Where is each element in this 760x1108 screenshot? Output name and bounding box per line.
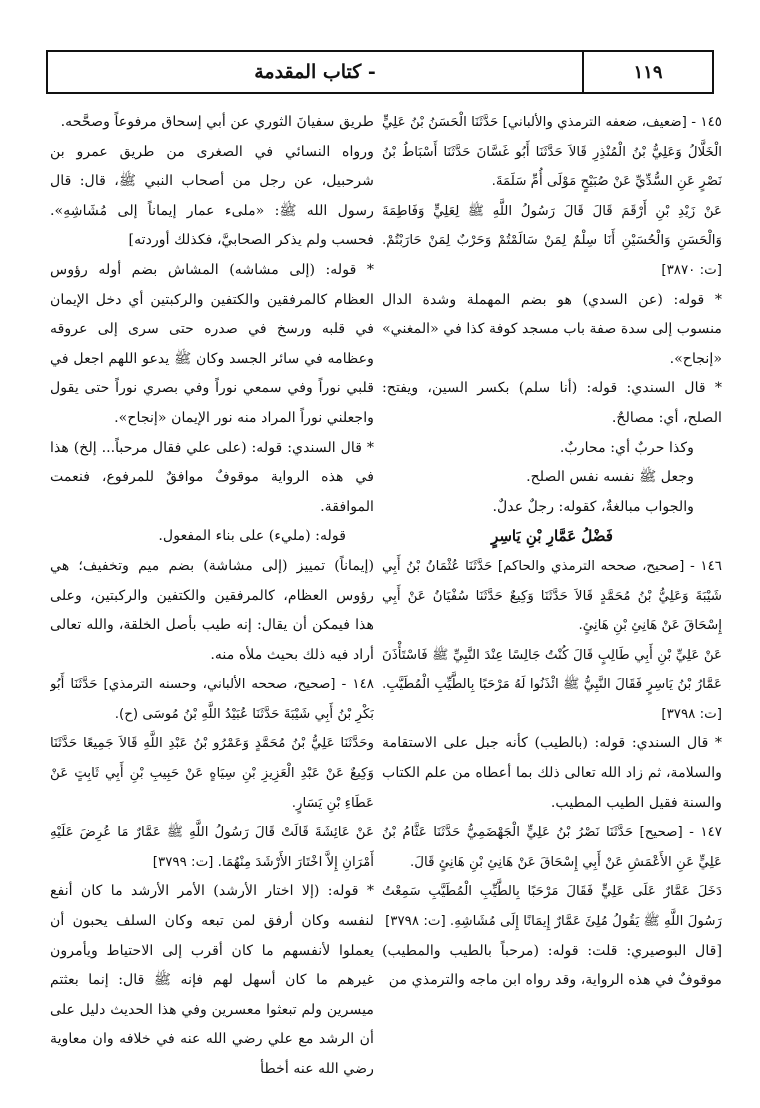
commentary-paragraph: قوله: (مليء) على بناء المفعول.: [158, 528, 346, 545]
commentary-paragraph: طريق سفيانَ الثوري عن أبي إسحاق مرفوعاً وصحَّحه.: [60, 114, 374, 130]
hadith-paragraph: ١٤٨ - [صحيح، صححه الألباني، وحسنه الترمذي] حَدَّثَنَا أَبُو بَكْرِ بْنُ أَبِي شَيْبَةَ حَدَّثَنَا عُبَيْدُ اللَّهِ بْنُ مُوسَى (ح).: [50, 677, 374, 722]
hadith-paragraph: عَنْ عَائِشَةَ قَالَتْ قَالَ رَسُولُ اللَّهِ ﷺ عَمَّارٌ مَا عُرِضَ عَلَيْهِ أَمْرَانِ إِلاَّ اخْتَارَ الأَرْشَدَ مِنْهُمَا. [ت: ٣٧٩٩]: [50, 825, 374, 870]
commentary-paragraph: ورواه النسائي في الصغرى من طريق عمرو بن شرحبيل، عن رجل من أصحاب النبي ﷺ، قال: قال رسول الله ﷺ: «ملىء عمار إيماناً إلى مُشَاشِهِ». فحسب ولم يذكر الصحابيَّ، فكذلك أوردته]: [50, 143, 374, 249]
commentary-paragraph: وجعل ﷺ نفسه نفس الصلح.: [526, 469, 694, 486]
commentary-paragraph: * قال السندي: قوله: (على علي فقال مرحباً... إلخ) هذا في هذه الرواية موقوفٌ موافقٌ للمرفوع، فنعمت الموافقة.: [50, 439, 374, 515]
hadith-paragraph: ١٤٦ - [صحيح، صححه الترمذي والحاكم] حَدَّثَنَا عُثْمَانُ بْنُ أَبِي شَيْبَةَ وَعَلِيُّ بْنُ مُحَمَّدٍ قَالاَ حَدَّثَنَا وَكِيعٌ حَدَّثَنَا سُفْيَانُ عَنْ أَبِي إِسْحَاقَ عَنْ هَانِئِ بْنِ هَانِئٍ.: [382, 558, 722, 634]
left-column: [50, 108, 374, 1100]
page-number: ١١٩: [582, 52, 712, 92]
commentary-paragraph: والجواب مبالغةٌ، كقوله: رجلٌ عدلٌ.: [492, 498, 694, 515]
page-header: [46, 50, 714, 94]
hadith-paragraph: وحَدَّثَنَا عَلِيُّ بْنُ مُحَمَّدٍ وَعَمْرُو بْنُ عَبْدِ اللَّهِ قَالاَ جَمِيعًا حَدَّثَنَا وَكِيعٌ عَنْ عَبْدِ الْعَزِيزِ بْنِ سِيَاهٍ عَنْ حَبِيبِ بْنِ أَبِي ثَابِتٍ عَنْ عَطَاءِ بْنِ يَسَارٍ.: [50, 736, 374, 811]
commentary-paragraph: * قوله: (عن السدي) هو بضم المهملة وشدة الدال منسوب إلى سدة صفة باب مسجد كوفة كذا في «المغني» «إنجاح».: [382, 291, 722, 367]
commentary-paragraph: * قوله: (إلى مشاشه) المشاش بضم أوله رؤوس العظام كالمرفقين والكتفين والركبتين أي دخل الإيمان في قلبه ورسخ في صدره حتى سرى إلى عروقه وعظامه في سائر الجسد وكان ﷺ يدعو اللهم اجعل في قلبي نوراً وفي سمعي نوراً وفي بصري نوراً حتى يقول واجعلني نوراً المراد منه نور الإيمان «إنجاح».: [50, 261, 374, 426]
hadith-paragraph: ١٤٧ - [صحيح] حَدَّثَنَا نَصْرُ بْنُ عَلِيٍّ الْجَهْضَمِيُّ حَدَّثَنَا عَثَّامُ بْنُ عَلِيٍّ عَنِ الأَعْمَشِ عَنْ أَبِي إِسْحَاقَ عَنْ هَانِئِ بْنِ هَانِئٍ قَالَ.: [382, 825, 722, 870]
hadith-paragraph: ١٤٥ - [ضعيف، ضعفه الترمذي والألباني] حَدَّثَنَا الْحَسَنُ بْنُ عَلِيٍّ الْخَلَّالُ وَعَلِيُّ بْنُ الْمُنْذِرِ قَالاَ حَدَّثَنَا أَبُو غَسَّانَ حَدَّثَنَا أَسْبَاطُ بْنُ نَصْرٍ عَنِ السُّدِّيِّ عَنْ صُبَيْحٍ مَوْلَى أُمِّ سَلَمَةَ.: [382, 115, 722, 190]
commentary-paragraph: وكذا حربٌ أي: محاربٌ.: [559, 439, 694, 456]
commentary-paragraph: * قال السندي: قوله: (بالطيب) كأنه جبل على الاستقامة والسلامة، ثم زاد الله تعالى ذلك بما أعطاه من علم الكتاب والسنة فقيل الطيب المطيب.: [382, 735, 722, 811]
right-column: [382, 108, 722, 1100]
hadith-paragraph: عَنْ عَلِيِّ بْنِ أَبِي طَالِبٍ قَالَ كُنْتُ جَالِسًا عِنْدَ النَّبِيِّ ﷺ فَاسْتَأْذَنَ عَمَّارُ بْنُ يَاسِرٍ فَقَالَ النَّبِيُّ ﷺ ائْذَنُوا لَهُ مَرْحَبًا بِالطَّيِّبِ الْمُطَيَّبِ. [ت: ٣٧٩٨]: [382, 647, 722, 722]
section-heading: فَضْلُ عَمَّارِ بْنِ يَاسِرٍ: [491, 527, 613, 546]
hadith-paragraph: دَخَلَ عَمَّارٌ عَلَى عَلِيٍّ فَقَالَ مَرْحَبًا بِالطَّيِّبِ الْمُطَيَّبِ سَمِعْتُ رَسُولَ اللَّهِ ﷺ يَقُولُ مُلِئَ عَمَّارٌ إِيمَانًا إِلَى مُشَاشِهِ. [ت: ٣٧٩٨]: [382, 884, 722, 930]
commentary-paragraph: * قوله: (إلا اختار الأرشد) الأمر الأرشد ما كان أنفع لنفسه وكان أرفق لمن تبعه وكان السلف يحبون أن يعملوا لأنفسهم ما كان أقرب إلى الاحتياط ويأمرون غيرهم ما كان أسهل لهم فإنه ﷺ قال: إنما بعثتم ميسرين ولم تبعثوا معسرين وفي هذا الحديث دليل على أن الرشد مع علي رضي الله عنه في خلافه وان معاوية رضي الله عنه أخطأ: [50, 883, 374, 1077]
commentary-paragraph: [قال البوصيري: قلت: قوله: (مرحباً بالطيب والمطيب) موقوفٌ في هذه الرواية، وقد رواه ابن ماجه والترمذي من: [382, 942, 722, 989]
commentary-paragraph: * قال السندي: قوله: (أنا سلم) بكسر السين، ويفتح: الصلح، أي: مصالحٌ.: [382, 380, 722, 426]
hadith-paragraph: عَنْ زَيْدِ بْنِ أَرْقَمَ قَالَ قَالَ رَسُولُ اللَّهِ ﷺ لِعَلِيٍّ وَفَاطِمَةَ وَالْحَسَنِ وَالْحُسَيْنِ أَنَا سِلْمٌ لِمَنْ سَالَمْتُمْ وَحَرْبٌ لِمَنْ حَارَبْتُمْ. [ت: ٣٨٧٠]: [382, 203, 722, 278]
chapter-title: - كتاب المقدمة: [254, 61, 376, 83]
commentary-paragraph: (إيماناً) تمييز (إلى مشاشة) بضم ميم وتخفيف؛ هي رؤوس العظام، كالمرفقين والكتفين والركبتين، وعلى هذا فيمكن أن يقال: إنه طيب بأصل الخلقة، والله تعالى أراد فيه ذلك بحيث ملأه منه.: [50, 557, 374, 663]
